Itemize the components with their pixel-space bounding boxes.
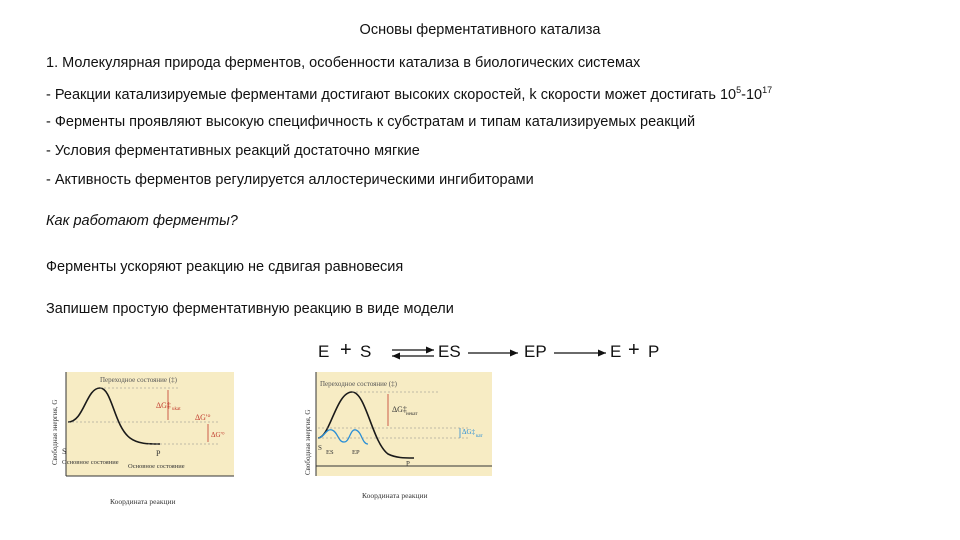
slide-title: Основы ферментативного катализа <box>359 22 601 38</box>
delta-g-uncat-sub: ukat <box>172 407 181 412</box>
reaction-scheme <box>318 340 663 366</box>
model-intro-text: Запишем простую ферментативную реакцию в виде модели <box>46 301 454 317</box>
energy-diagram-catalyzed <box>300 370 495 510</box>
energy-diagram-uncatalyzed <box>48 370 238 510</box>
ep-label: EP <box>352 449 360 456</box>
bullet-rate-exp1: 5 <box>736 85 742 95</box>
product-label: P <box>406 460 410 468</box>
y-axis-label: Свободная энергия, G <box>51 399 59 465</box>
question-text: Как работают ферменты? <box>46 213 238 229</box>
bullet-allosteric: - Активность ферментов регулируется аллостерическими ингибиторами <box>46 172 534 188</box>
bullet-rate-mid: -10 <box>741 87 763 103</box>
scheme-enzyme: E <box>318 342 330 361</box>
x-axis-label: Координата реакции <box>362 491 428 500</box>
delta-g-cat-label: ΔG‡ <box>462 428 476 436</box>
scheme-substrate: S <box>360 342 372 361</box>
scheme-es-complex: ES <box>438 342 461 361</box>
bullet-rate <box>46 85 772 103</box>
delta-g-cat-sub: кат <box>476 434 483 439</box>
ground-state-right: Основное состояние <box>128 463 185 470</box>
statement-text: Ферменты ускоряют реакцию не сдвигая равновесия <box>46 259 404 275</box>
delta-g-uncat-label: ΔG‡ <box>156 401 171 410</box>
transition-state-label: Переходное состояние (‡) <box>320 380 397 388</box>
es-label: ES <box>326 449 334 456</box>
delta-g-uncat-sub: некат <box>406 412 418 417</box>
delta-g-uncat-label: ΔG‡ <box>392 405 407 414</box>
scheme-plus-1: + <box>340 339 352 361</box>
y-axis-label: Свободная энергия, G <box>304 409 312 475</box>
scheme-ep-complex: EP <box>524 342 547 361</box>
bullet-specificity: - Ферменты проявляют высокую специфичность к субстратам и типам катализируемых реакций <box>46 114 696 130</box>
transition-state-label: Переходное состояние (‡) <box>100 376 177 384</box>
scheme-enzyme-2: E <box>610 342 622 361</box>
scheme-product: P <box>648 342 660 361</box>
delta-g-standard-label: ΔG'° <box>195 413 211 422</box>
scheme-plus-2: + <box>628 339 640 361</box>
ground-state-left: Основное состояние <box>62 459 119 466</box>
section-heading: 1. Молекулярная природа ферментов, особенности катализа в биологических системах <box>46 55 641 71</box>
substrate-label: S <box>62 447 67 456</box>
substrate-label: S <box>318 444 322 452</box>
product-label: P <box>156 449 161 458</box>
x-axis-label: Координата реакции <box>110 497 176 506</box>
delta-g-small-label: ΔG'° <box>211 431 225 439</box>
bullet-mild-conditions: - Условия ферментативных реакций достаточно мягкие <box>46 143 420 159</box>
bullet-rate-text: - Реакции катализируемые ферментами достигают высоких скоростей, k скорости может достигать 10 <box>46 87 737 103</box>
bullet-rate-exp2: 17 <box>762 85 773 95</box>
